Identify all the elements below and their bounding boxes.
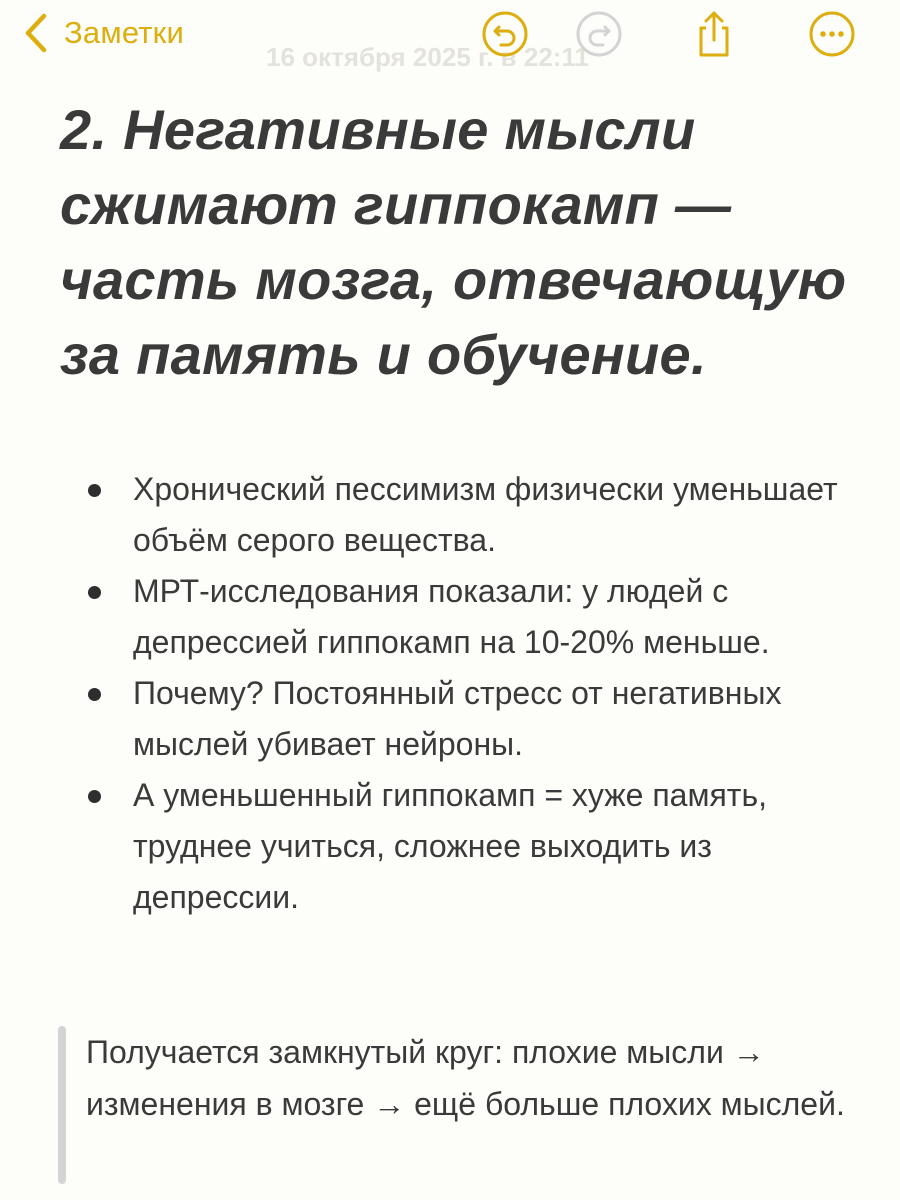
quote-text: Получается замкнутый круг: плохие мысли → изменения в мозге → ещё больше плохих мыслей. [86, 1034, 845, 1122]
share-icon [690, 10, 738, 58]
more-button[interactable] [808, 10, 856, 58]
share-button[interactable] [690, 10, 738, 58]
list-item [0, 770, 900, 923]
note-date: 16 октября 2025 г. в 22:11 [266, 42, 589, 72]
bullet-icon [88, 790, 101, 803]
back-button-label: Заметки [64, 15, 184, 50]
bullet-icon [88, 688, 101, 701]
back-button[interactable] [22, 8, 184, 58]
bullet-list [0, 464, 900, 923]
chevron-left-icon [22, 12, 50, 54]
block-quote [58, 1026, 858, 1184]
bullet-icon [88, 484, 101, 497]
list-item [0, 668, 900, 770]
list-item-text: МРТ-исследования показали: у людей с депрессией гиппокамп на 10-20% меньше. [133, 573, 770, 660]
list-item [0, 464, 900, 566]
undo-icon [481, 10, 529, 58]
list-item-text: Хронический пессимизм физически уменьшает объём серого вещества. [133, 471, 838, 558]
undo-button[interactable] [481, 10, 529, 58]
redo-button[interactable] [575, 10, 623, 58]
list-item-text: Почему? Постоянный стресс от негативных мыслей убивает нейроны. [133, 675, 782, 762]
toolbar [0, 0, 900, 70]
redo-icon [575, 10, 623, 58]
more-icon [808, 10, 856, 58]
note-title: 2. Негативные мысли сжимают гиппокамп — часть мозга, отвечающую за память и обучение. [60, 98, 847, 386]
list-item-text: А уменьшенный гиппокамп = хуже память, труднее учиться, сложнее выходить из депрессии. [133, 777, 768, 915]
bullet-icon [88, 586, 101, 599]
list-item [0, 566, 900, 668]
quote-bar [58, 1026, 66, 1184]
